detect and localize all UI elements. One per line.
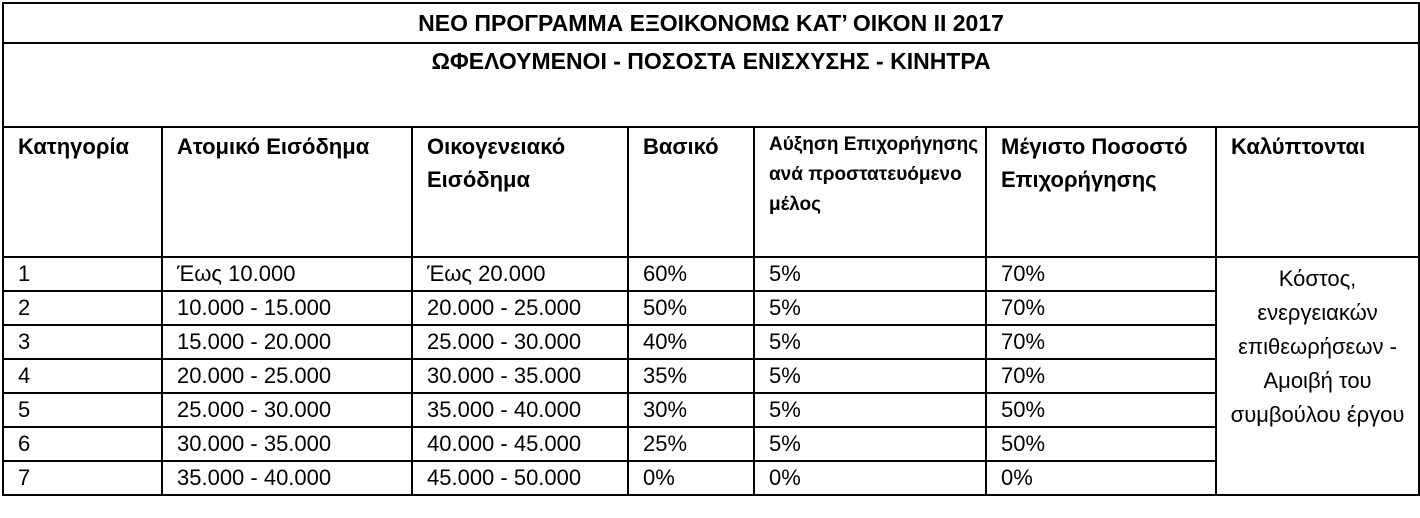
header-category: Κατηγορία [3, 127, 162, 257]
cell-category: 6 [3, 427, 162, 461]
cell-family-income: 25.000 - 30.000 [412, 325, 628, 359]
table-row [3, 291, 1419, 325]
cell-max-rate: 50% [986, 427, 1216, 461]
cell-basic: 25% [628, 427, 754, 461]
cell-personal-income: 30.000 - 35.000 [162, 427, 412, 461]
cell-family-income: 40.000 - 45.000 [412, 427, 628, 461]
cell-category: 2 [3, 291, 162, 325]
cell-max-rate: 70% [986, 257, 1216, 291]
cell-covered-note: Κόστος, ενεργειακών επιθεωρήσεων - Αμοιβή του συμβούλου έργου [1216, 257, 1419, 495]
cell-increase: 5% [754, 359, 986, 393]
cell-max-rate: 70% [986, 325, 1216, 359]
cell-basic: 40% [628, 325, 754, 359]
cell-basic: 30% [628, 393, 754, 427]
cell-basic: 60% [628, 257, 754, 291]
cell-increase: 5% [754, 325, 986, 359]
table-row [3, 461, 1419, 495]
cell-personal-income: 10.000 - 15.000 [162, 291, 412, 325]
header-increase: Αύξηση Επιχορήγησης ανά προστατευόμενο μέλος [754, 127, 986, 257]
cell-max-rate: 0% [986, 461, 1216, 495]
cell-family-income: 20.000 - 25.000 [412, 291, 628, 325]
cell-personal-income: Έως 10.000 [162, 257, 412, 291]
header-family-income: Οικογενειακό Εισόδημα [412, 127, 628, 257]
cell-category: 3 [3, 325, 162, 359]
cell-increase: 0% [754, 461, 986, 495]
table-row [3, 359, 1419, 393]
cell-max-rate: 70% [986, 359, 1216, 393]
subsidy-table-container [2, 2, 1418, 496]
cell-family-income: 35.000 - 40.000 [412, 393, 628, 427]
table-row [3, 257, 1419, 291]
header-personal-income: Ατομικό Εισόδημα [162, 127, 412, 257]
cell-increase: 5% [754, 427, 986, 461]
cell-family-income: Έως 20.000 [412, 257, 628, 291]
cell-family-income: 30.000 - 35.000 [412, 359, 628, 393]
table-title: ΝΕΟ ΠΡΟΓΡΑΜΜΑ ΕΞΟΙΚΟΝΟΜΩ ΚΑΤ’ ΟΙΚΟΝ ΙΙ 2017 [3, 3, 1419, 43]
cell-basic: 50% [628, 291, 754, 325]
cell-category: 5 [3, 393, 162, 427]
cell-basic: 35% [628, 359, 754, 393]
cell-personal-income: 15.000 - 20.000 [162, 325, 412, 359]
cell-personal-income: 25.000 - 30.000 [162, 393, 412, 427]
cell-increase: 5% [754, 257, 986, 291]
table-row [3, 325, 1419, 359]
cell-personal-income: 20.000 - 25.000 [162, 359, 412, 393]
header-max-rate: Μέγιστο Ποσοστό Επιχορήγησης [986, 127, 1216, 257]
cell-max-rate: 50% [986, 393, 1216, 427]
cell-increase: 5% [754, 393, 986, 427]
header-covered: Καλύπτονται [1216, 127, 1419, 257]
cell-basic: 0% [628, 461, 754, 495]
cell-personal-income: 35.000 - 40.000 [162, 461, 412, 495]
cell-category: 7 [3, 461, 162, 495]
table-row [3, 427, 1419, 461]
cell-max-rate: 70% [986, 291, 1216, 325]
header-row [3, 127, 1419, 257]
cell-category: 4 [3, 359, 162, 393]
cell-family-income: 45.000 - 50.000 [412, 461, 628, 495]
cell-category: 1 [3, 257, 162, 291]
header-basic: Βασικό [628, 127, 754, 257]
cell-increase: 5% [754, 291, 986, 325]
table-subtitle: ΩΦΕΛΟΥΜΕΝΟΙ - ΠΟΣΟΣΤΑ ΕΝΙΣΧΥΣΗΣ - ΚΙΝΗΤΡΑ [3, 43, 1419, 127]
subsidy-table [2, 2, 1420, 496]
table-row [3, 393, 1419, 427]
